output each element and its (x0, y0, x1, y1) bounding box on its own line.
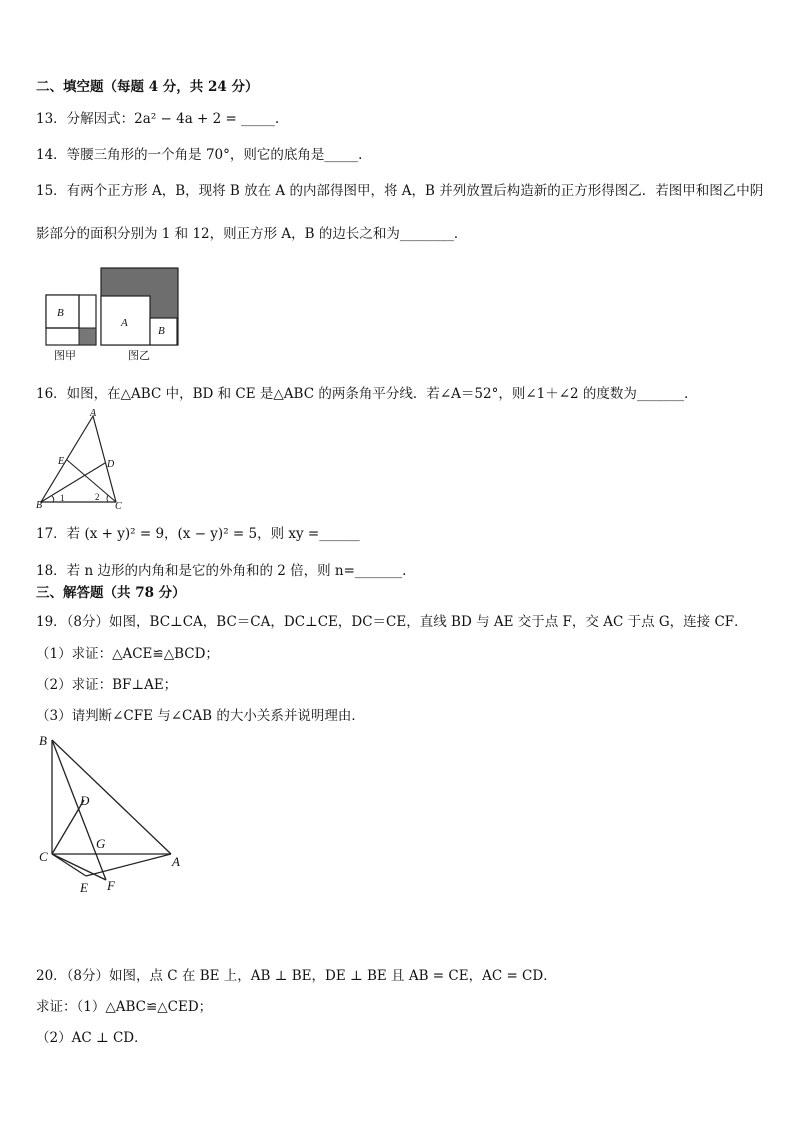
point-d: D (80, 793, 90, 808)
point-e: E (80, 880, 88, 895)
vertex-b: B (36, 500, 43, 511)
vertex-a: A (90, 408, 97, 419)
question-19: 19．（8分）如图，BC⊥CA，BC＝CA，DC⊥CE，DC＝CE，直线 BD 与 AE 交于点 F，交 AC 于点 G，连接 CF． (36, 614, 748, 630)
question-19-part-1: （1）求证：△ACE≌△BCD； (36, 646, 219, 662)
section-3-title: 三、解答题（共 78 分） (36, 585, 186, 601)
point-f: F (107, 878, 115, 893)
question-19-part-2: （2）求证：BF⊥AE； (36, 677, 178, 693)
figure-triangle-bisectors (36, 408, 136, 510)
caption-yi: 图乙 (128, 349, 150, 362)
point-c: C (39, 849, 48, 864)
angle-1-label: 1 (60, 493, 65, 503)
question-18: 18．若 n 边形的内角和是它的外角和的 2 倍，则 n=_______. (36, 563, 407, 579)
question-15-line-1: 15．有两个正方形 A，B，现将 B 放在 A 的内部得图甲，将 A，B 并列放置后构造新的正方形得图乙．若图甲和图乙中阴 (36, 183, 764, 199)
point-b: B (39, 733, 47, 748)
question-14: 14．等腰三角形的一个角是 70°，则它的底角是_____. (36, 147, 363, 163)
question-17: 17．若 (x + y)² = 9，(x − y)² = 5，则 xy =______ (36, 526, 360, 542)
label-b-yi: B (158, 325, 165, 337)
question-20-part-2: （2）AC ⊥ CD． (36, 1030, 148, 1046)
question-19-part-3: （3）请判断∠CFE 与∠CAB 的大小关系并说明理由． (36, 708, 365, 724)
label-a-yi: A (121, 317, 128, 329)
angle-2-label: 2 (95, 492, 100, 502)
question-16: 16．如图，在△ABC 中，BD 和 CE 是△ABC 的两条角平分线．若∠A＝52°，则∠1＋∠2 的度数为_______． (36, 386, 698, 402)
caption-jia: 图甲 (54, 349, 76, 362)
vertex-c: C (115, 501, 122, 512)
figure-perpendicular-triangles (36, 730, 196, 900)
section-2-title: 二、填空题（每题 4 分，共 24 分） (36, 79, 259, 95)
question-20-part-1: 求证：（1）△ABC≌△CED； (36, 999, 213, 1015)
point-a: A (172, 854, 180, 869)
point-g: G (96, 836, 106, 851)
question-13: 13．分解因式：2a² − 4a + 2 = _____. (36, 111, 280, 127)
figure-squares (40, 262, 185, 362)
question-15-line-2: 影部分的面积分别为 1 和 12，则正方形 A，B 的边长之和为________． (36, 226, 468, 242)
vertex-d: D (107, 459, 115, 470)
label-b-jia: B (57, 307, 64, 319)
vertex-e: E (58, 456, 65, 467)
question-20: 20．（8分）如图，点 C 在 BE 上，AB ⊥ BE，DE ⊥ BE 且 AB = CE，AC = CD． (36, 968, 557, 984)
